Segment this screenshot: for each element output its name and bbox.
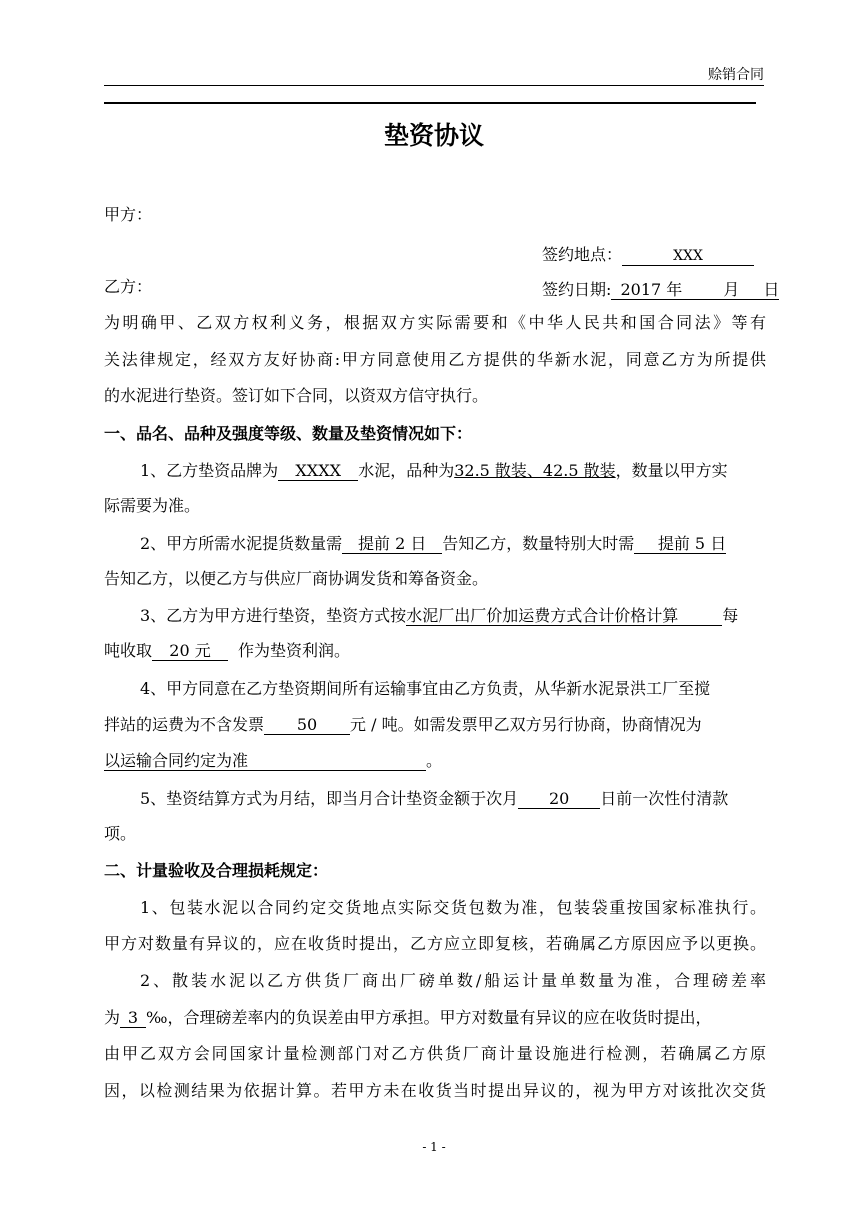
s2-item1-line1: 1、包装水泥以合同约定交货地点实际交货包数为准，包装袋重按国家标准执行。 — [140, 898, 766, 917]
section-1-heading: 一、品名、品种及强度等级、数量及垫资情况如下： — [104, 424, 473, 443]
s1-item4-line3 — [104, 751, 766, 771]
notice-days-blank: 提前 2 日 — [342, 535, 442, 554]
party-b-label: 乙方： — [104, 277, 153, 296]
settlement-day-blank: 20 — [518, 790, 600, 809]
s1-item3-text-a: 3、乙方为甲方进行垫资，垫资方式按 — [140, 606, 407, 625]
s1-item1-line2: 际需要为准。 — [104, 496, 201, 515]
s2-item2-line4: 因，以检测结果为依据计算。若甲方未在收货当时提出异议的，视为甲方对该批次交货 — [104, 1081, 766, 1100]
s1-item4-text-c: 。 — [426, 751, 443, 770]
s2-item2-line2 — [104, 1008, 766, 1028]
party-a-label: 甲方： — [104, 205, 153, 224]
s1-item3-text-b: 每 — [722, 606, 739, 625]
s1-item5-line1 — [104, 789, 766, 809]
negotiation-note-blank: 以运输合同约定为准 — [104, 752, 426, 771]
s2-item1-line2: 甲方对数量有异议的，应在收货时提出，乙方应立即复核，若确属乙方原因应予以更换。 — [104, 934, 766, 953]
s2-item2-text-a: 为 — [104, 1008, 121, 1027]
s1-item3-text-d: 作为垫资利润。 — [238, 641, 351, 660]
s1-item1-text-b: 水泥，品种为 — [358, 461, 455, 480]
variety-value: 32.5 散装、42.5 散装 — [454, 461, 616, 480]
s1-item5-text-b: 日前一次性付清款 — [600, 789, 729, 808]
s2-item2-text-b: ‰，合理磅差率内的负误差由甲方承担。甲方对数量有异议的应在收货时提出， — [146, 1008, 712, 1027]
s2-item2-line1: 2、散装水泥以乙方供货厂商出厂磅单数/船运计量单数量为准，合理磅差率 — [140, 971, 766, 990]
s1-item4-line2 — [104, 715, 766, 735]
s1-item2-line2: 告知乙方，以便乙方与供应厂商协调发货和筹备资金。 — [104, 569, 489, 588]
intro-line-1: 为明确甲、乙双方权利义务，根据双方实际需要和《中华人民共和国合同法》等有 — [104, 313, 766, 332]
page-number: - 1 - — [422, 1140, 446, 1154]
pricing-method-blank: 水泥厂出厂价加运费方式合计价格计算 — [406, 607, 722, 626]
s1-item1-line1 — [104, 461, 766, 481]
s1-item4-text-b: 元 / 吨。如需发票甲乙双方另行协商，协商情况为 — [350, 715, 702, 734]
s1-item4-text-a: 拌站的运费为不含发票 — [104, 715, 265, 734]
section-2-heading: 二、计量验收及合理损耗规定： — [104, 861, 329, 880]
profit-amount-blank: 20 元 — [152, 642, 228, 661]
sign-date — [542, 277, 779, 300]
intro-line-2: 关法律规定，经双方友好协商:甲方同意使用乙方提供的华新水泥，同意乙方为所提供 — [104, 350, 766, 369]
s2-item2-line3: 由甲乙双方会同国家计量检测部门对乙方供货厂商计量设施进行检测，若确属乙方原 — [104, 1044, 766, 1063]
s1-item3-line2 — [104, 641, 766, 661]
sign-date-day: 日 — [739, 281, 779, 300]
s1-item2-text-b: 告知乙方，数量特别大时需 — [442, 534, 635, 553]
s1-item5-line2: 项。 — [104, 824, 137, 843]
sign-date-year: 2017 年 — [611, 281, 691, 300]
document-title: 垫资协议 — [383, 121, 484, 150]
brand-blank: XXXX — [278, 462, 358, 481]
s1-item1-text-c: ，数量以甲方实 — [615, 461, 728, 480]
s1-item1-text-a: 1、乙方垫资品牌为 — [140, 461, 279, 480]
header-rule-thick — [104, 102, 756, 104]
s1-item4-line1: 4、甲方同意在乙方垫资期间所有运输事宜由乙方负责，从华新水泥景洪工厂至搅 — [140, 679, 711, 698]
s1-item3-line1 — [104, 606, 766, 626]
s1-item2-text-a: 2、甲方所需水泥提货数量需 — [140, 534, 343, 553]
intro-line-3: 的水泥进行垫资。签订如下合同，以资双方信守执行。 — [104, 386, 489, 405]
s1-item5-text-a: 5、垫资结算方式为月结，即当月合计垫资金额于次月 — [140, 789, 519, 808]
sign-date-month: 月 — [691, 281, 739, 300]
sign-place-value: XXX — [622, 247, 754, 266]
header-label: 赊销合同 — [708, 67, 764, 83]
s1-item3-text-c: 吨收取 — [104, 641, 153, 660]
sign-date-label: 签约日期: — [542, 280, 612, 299]
s1-item2-line1 — [104, 534, 766, 554]
sign-place-label: 签约地点： — [542, 245, 623, 264]
freight-blank: 50 — [264, 716, 350, 735]
header-rule — [104, 85, 764, 86]
notice-days-large-blank: 提前 5 日 — [634, 535, 726, 554]
sign-place — [542, 242, 754, 266]
tolerance-rate-blank: 3 — [120, 1009, 146, 1028]
